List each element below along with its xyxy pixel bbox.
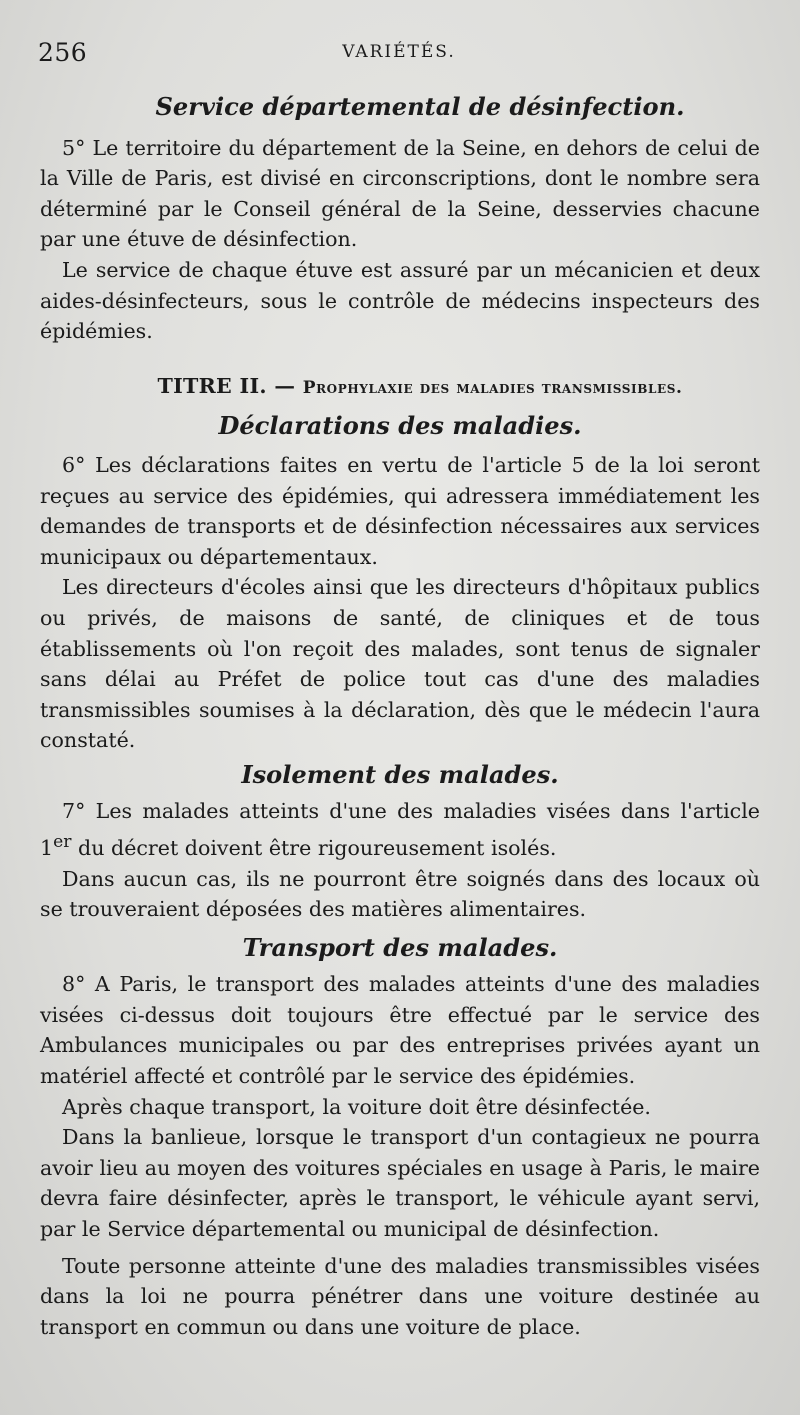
section-heading-declarations: Déclarations des maladies.	[218, 411, 582, 441]
paragraph-7a-superscript: er	[53, 832, 72, 853]
titre-ii-text: Prophylaxie des maladies transmissibles.	[302, 377, 683, 398]
paragraph-7a	[40, 796, 760, 863]
titre-ii-heading	[80, 371, 760, 404]
paragraph-7a-start: 7° Les malades atteints d'une des maladies visées dans l'article 1	[40, 799, 760, 860]
paragraph-7b: Dans aucun cas, ils ne pourront être soignés dans des locaux où se trouveraient déposées des matières alimentaires.	[40, 866, 760, 922]
running-title: VARIÉTÉS.	[342, 42, 456, 62]
section-heading-isolement: Isolement des malades.	[241, 759, 559, 789]
paragraph-7a-end: du décret doivent être rigoureusement isolés.	[71, 835, 557, 860]
section-heading-transport: Transport des malades.	[242, 932, 558, 962]
titre-ii-label: TITRE II. —	[157, 373, 296, 398]
paragraph-6a: 6° Les déclarations faites en vertu de l'article 5 de la loi seront reçues au service des épidémies, qui adressera immédiatement les demandes de transports et de désinfection nécessaires aux services municipaux ou départementaux.	[40, 452, 760, 569]
page-header	[38, 34, 760, 70]
paragraph-5a: 5° Le territoire du département de la Seine, en dehors de celui de la Ville de Paris, est divisé en circonscriptions, dont le nombre sera déterminé par le Conseil général de la Seine, desservies chacune par une étuve de désinfection.	[40, 135, 760, 252]
page-number: 256	[38, 38, 88, 67]
section-heading-service: Service départemental de désinfection.	[155, 92, 685, 121]
paragraph-8d: Toute personne atteinte d'une des maladies transmissibles visées dans la loi ne pourra pénétrer dans une voiture destinée au transport en commun ou dans une voiture de place.	[40, 1253, 760, 1339]
paragraph-6b: Les directeurs d'écoles ainsi que les directeurs d'hôpitaux publics ou privés, de maisons de santé, de cliniques et de tous établissements où l'on reçoit des malades, sont tenus de signaler sans délai au Préfet de police tout cas d'une des maladies transmissibles soumises à la déclaration, dès que le médecin l'aura constaté.	[40, 575, 760, 753]
paragraph-5b: Le service de chaque étuve est assuré par un mécanicien et deux aides-désinfecteurs, sous le contrôle de médecins inspecteurs des épidémies.	[40, 257, 760, 344]
paragraph-8a: 8° A Paris, le transport des malades atteints d'une des maladies visées ci-dessus doit toujours être effectué par le service des Ambulances municipales ou par des entreprises privées ayant un matériel affecté et contrôlé par le service des épidémies.	[40, 972, 760, 1089]
paragraph-8b: Après chaque transport, la voiture doit être désinfectée.	[62, 1094, 651, 1119]
page-body	[40, 92, 760, 1342]
paragraph-8c: Dans la banlieue, lorsque le transport d'un contagieux ne pourra avoir lieu au moyen des voitures spéciales en usage à Paris, le maire devra faire désinfecter, après le transport, le véhicule ayant servi, par le Service départemental ou municipal de désinfection.	[40, 1125, 760, 1242]
